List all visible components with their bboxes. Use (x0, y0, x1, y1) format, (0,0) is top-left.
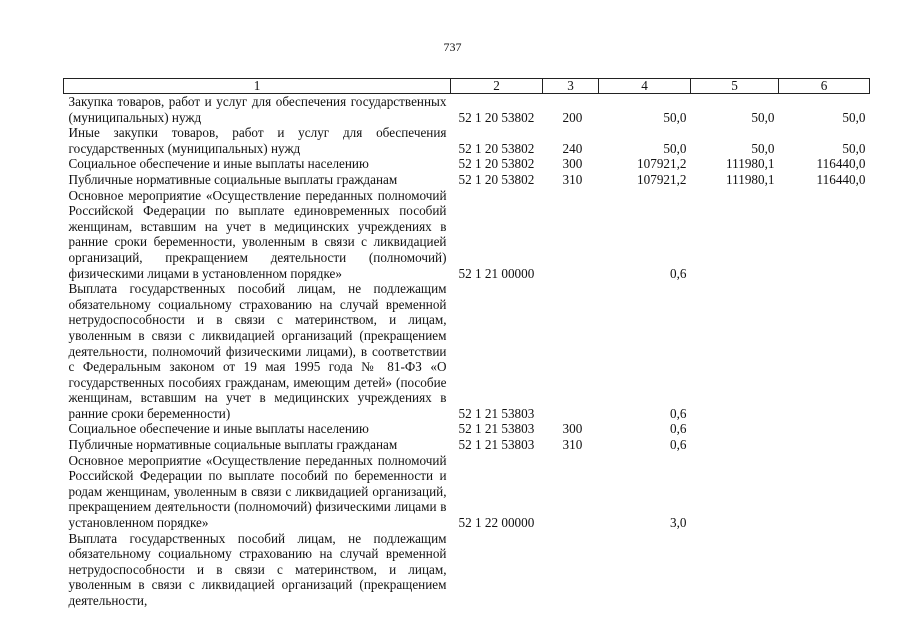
row-name: Выплата государственных пособий лицам, не подлежащим обязательному социальному страхованию на случай временной нетрудоспособности и в связи с материнством, и лицам, уволенным в связи с ликвидацией организаций (прекращением деятельности, (68, 530, 447, 608)
row-value-2 (691, 437, 779, 453)
row-value-2: 50,0 (751, 140, 775, 156)
column-header-6: 6 (779, 79, 870, 94)
table-row (64, 281, 870, 421)
row-expense-type: 200 (562, 109, 583, 125)
row-value-1: 3,0 (670, 515, 687, 531)
table-row (64, 453, 870, 531)
row-code: 52 1 20 53802 (458, 109, 535, 125)
row-expense-type: 240 (562, 140, 583, 156)
row-value-2 (691, 281, 779, 421)
row-value-2 (691, 531, 779, 609)
row-value-1: 0,6 (670, 437, 687, 453)
row-value-2 (691, 188, 779, 282)
row-name: Социальное обеспечение и иные выплаты населению (68, 156, 369, 172)
row-code: 52 1 22 00000 (458, 515, 535, 531)
header-row (64, 79, 870, 94)
row-value-3 (779, 281, 870, 421)
row-value-3: 50,0 (842, 109, 866, 125)
row-value-1: 0,6 (670, 421, 687, 437)
row-expense-type: 310 (562, 171, 583, 187)
table-row (64, 94, 870, 126)
column-header-3: 3 (543, 79, 599, 94)
budget-table (63, 78, 870, 609)
column-header-2: 2 (451, 79, 543, 94)
row-value-1: 0,6 (670, 265, 687, 281)
row-name: Основное мероприятие «Осуществление переданных полномочий Российской Федерации по выплате единовременных пособий женщинам, вставшим на учет в медицинских учреждениях в ранние сроки беременности, уволенным в связи с ликвидацией организаций, прекращением деятельности (полномочий) физическими лицами в установленном порядке» (68, 187, 447, 281)
row-value-3 (779, 421, 870, 437)
table-row (64, 172, 870, 188)
row-value-1: 107921,2 (637, 171, 687, 187)
row-value-2: 111980,1 (726, 171, 775, 187)
row-name: Иные закупки товаров, работ и услуг для обеспечения государственных (муниципальных) нужд (68, 125, 447, 156)
row-name: Социальное обеспечение и иные выплаты населению (68, 421, 369, 437)
row-value-3 (779, 531, 870, 609)
row-value-3 (779, 453, 870, 531)
row-value-2 (691, 421, 779, 437)
row-code: 52 1 20 53802 (458, 171, 535, 187)
row-value-2 (691, 453, 779, 531)
table-row (64, 421, 870, 437)
row-name: Закупка товаров, работ и услуг для обеспечения государственных (муниципальных) нужд (68, 94, 447, 125)
row-code: 52 1 21 53803 (458, 405, 535, 421)
row-code: 52 1 20 53802 (458, 140, 535, 156)
row-name: Выплата государственных пособий лицам, не подлежащим обязательному социальному страхованию на случай временной нетрудоспособности и в связи с материнством, и лицам, уволенным в связи с ликвидацией организаций (прекращением деятельности, полномочий физическими лицами), в соответствии с Федеральным законом от 19 мая 1995 года № 81-ФЗ «О государственных пособиях гражданам, имеющим детей» (пособие женщинам, вставшим на учет в медицинских учреждениях в ранние сроки беременности) (68, 281, 447, 421)
row-code (451, 531, 543, 609)
row-expense-type: 310 (562, 437, 583, 453)
table-row (64, 156, 870, 172)
row-value-3 (779, 437, 870, 453)
row-expense-type (543, 531, 599, 609)
row-name: Публичные нормативные социальные выплаты гражданам (68, 437, 398, 453)
row-name: Основное мероприятие «Осуществление переданных полномочий Российской Федерации по выплате пособий по беременности и родам женщинам, уволенным в связи с ликвидацией организаций, прекращением деятельности (полномочий) физическими лицами в установленном порядке» (68, 452, 447, 531)
table-row (64, 531, 870, 609)
row-value-1: 50,0 (663, 140, 687, 156)
column-header-4: 4 (599, 79, 691, 94)
row-value-3 (779, 188, 870, 282)
row-expense-type: 300 (562, 156, 583, 172)
table-row (64, 188, 870, 282)
table-row (64, 437, 870, 453)
row-value-3: 50,0 (842, 140, 866, 156)
row-value-1 (599, 531, 691, 609)
page-number: 737 (443, 40, 462, 54)
row-value-1: 0,6 (670, 405, 687, 421)
row-code: 52 1 21 00000 (458, 265, 535, 281)
row-value-3: 116440,0 (816, 171, 866, 187)
row-value-1: 50,0 (663, 109, 687, 125)
row-value-3: 116440,0 (816, 156, 866, 172)
row-code: 52 1 21 53803 (458, 437, 535, 453)
row-value-2: 111980,1 (726, 156, 775, 172)
table-row (64, 125, 870, 156)
row-expense-type (543, 281, 599, 421)
column-header-1: 1 (64, 79, 451, 94)
row-expense-type (543, 188, 599, 282)
row-value-1: 107921,2 (637, 156, 687, 172)
row-expense-type: 300 (562, 421, 583, 437)
row-name: Публичные нормативные социальные выплаты гражданам (68, 171, 398, 187)
row-code: 52 1 20 53802 (458, 156, 535, 172)
row-value-2: 50,0 (751, 109, 775, 125)
column-header-5: 5 (691, 79, 779, 94)
row-code: 52 1 21 53803 (458, 421, 535, 437)
row-expense-type (543, 453, 599, 531)
